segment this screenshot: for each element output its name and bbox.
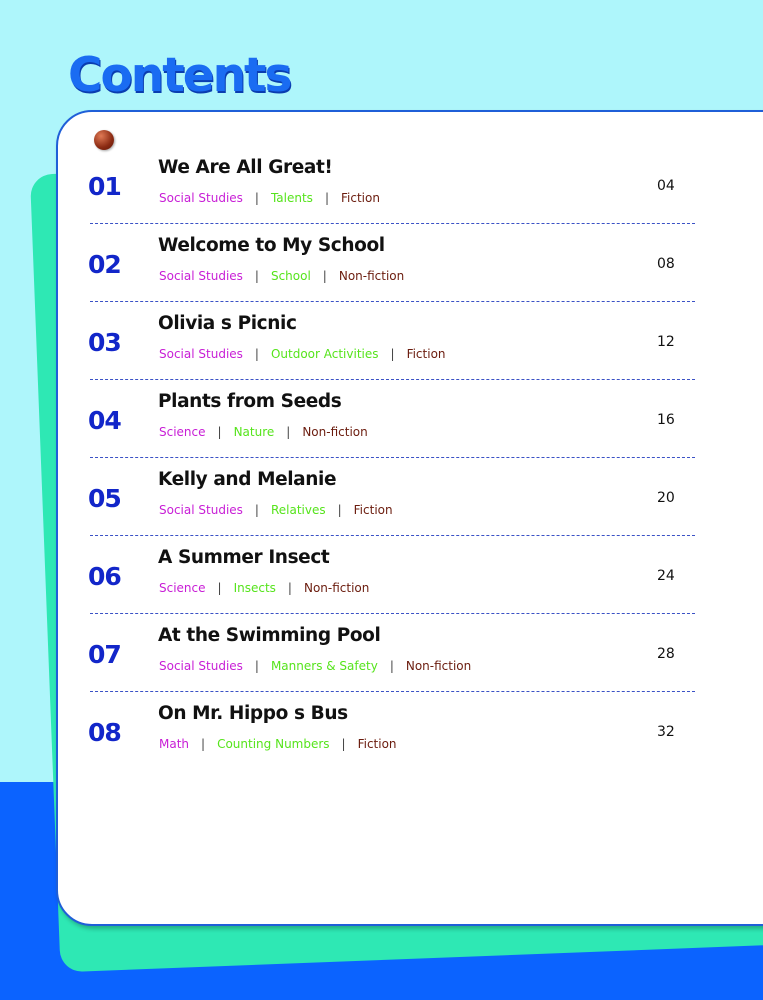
- tag-genre: Fiction: [353, 503, 393, 517]
- tag-separator: |: [287, 581, 292, 595]
- entry-page-number: 08: [657, 256, 675, 272]
- tag-genre: Fiction: [340, 191, 380, 205]
- tag-separator: |: [341, 737, 346, 751]
- tag-subject: Social Studies: [159, 503, 243, 517]
- page-heading: Contents: [68, 48, 291, 103]
- entry-title: A Summer Insect: [158, 547, 330, 568]
- entry-tags: [159, 581, 369, 595]
- entry-tags: [159, 347, 446, 361]
- tag-separator: |: [201, 737, 206, 751]
- tag-topic: Manners & Safety: [270, 659, 378, 673]
- entry-tags: [159, 269, 404, 283]
- entry-tags: [159, 737, 397, 751]
- tag-subject: Social Studies: [159, 347, 243, 361]
- contents-entry[interactable]: [90, 302, 695, 380]
- tag-topic: Counting Numbers: [217, 737, 330, 751]
- tag-topic: Relatives: [270, 503, 326, 517]
- tag-genre: Fiction: [406, 347, 446, 361]
- tag-separator: |: [254, 347, 259, 361]
- entry-number: 07: [88, 640, 121, 669]
- entry-number: 03: [88, 328, 121, 357]
- tag-genre: Non-fiction: [405, 659, 472, 673]
- tag-genre: Non-fiction: [302, 425, 368, 439]
- entry-title: Welcome to My School: [158, 235, 385, 256]
- tag-separator: |: [254, 191, 259, 205]
- entry-page-number: 20: [657, 490, 675, 506]
- entry-number: 04: [88, 406, 121, 435]
- tag-separator: |: [322, 269, 327, 283]
- entry-title: Kelly and Melanie: [158, 469, 337, 490]
- tag-topic: Talents: [270, 191, 313, 205]
- tag-separator: |: [254, 503, 259, 517]
- tag-separator: |: [389, 659, 394, 673]
- entry-number: 02: [88, 250, 121, 279]
- entry-number: 01: [88, 172, 121, 201]
- entry-tags: [159, 659, 471, 673]
- tag-subject: Science: [159, 425, 206, 439]
- entry-number: 08: [88, 718, 121, 747]
- entry-page-number: 12: [657, 334, 675, 350]
- tag-separator: |: [286, 425, 291, 439]
- contents-entry[interactable]: [90, 614, 695, 692]
- entry-page-number: 16: [657, 412, 675, 428]
- entry-page-number: 24: [657, 568, 675, 584]
- tag-separator: |: [217, 425, 222, 439]
- entry-title: Olivia s Picnic: [158, 313, 297, 334]
- entry-tags: [159, 425, 368, 439]
- tag-separator: |: [254, 659, 259, 673]
- contents-entry[interactable]: [90, 536, 695, 614]
- tag-separator: |: [324, 191, 329, 205]
- contents-card: [56, 110, 763, 926]
- entry-page-number: 04: [657, 178, 675, 194]
- entry-number: 05: [88, 484, 121, 513]
- tag-genre: Non-fiction: [303, 581, 370, 595]
- tag-topic: School: [270, 269, 311, 283]
- entry-page-number: 32: [657, 724, 675, 740]
- tag-topic: Outdoor Activities: [270, 347, 379, 361]
- tag-separator: |: [390, 347, 395, 361]
- entry-title: We Are All Great!: [158, 157, 333, 178]
- tag-separator: |: [254, 269, 259, 283]
- tag-topic: Nature: [233, 425, 275, 439]
- tag-subject: Social Studies: [159, 191, 243, 205]
- tag-genre: Non-fiction: [338, 269, 405, 283]
- entry-page-number: 28: [657, 646, 675, 662]
- entry-tags: [159, 503, 393, 517]
- tag-subject: Social Studies: [159, 269, 243, 283]
- tag-topic: Insects: [233, 581, 276, 595]
- contents-entry[interactable]: [90, 692, 695, 770]
- tag-subject: Social Studies: [159, 659, 243, 673]
- entry-title: On Mr. Hippo s Bus: [158, 703, 348, 724]
- contents-entry[interactable]: [90, 458, 695, 536]
- contents-entry[interactable]: [90, 380, 695, 458]
- entry-title: Plants from Seeds: [158, 391, 342, 412]
- contents-entry[interactable]: [90, 224, 695, 302]
- tag-subject: Math: [159, 737, 190, 751]
- contents-entry[interactable]: [90, 146, 695, 224]
- entry-number: 06: [88, 562, 121, 591]
- tag-separator: |: [217, 581, 222, 595]
- entry-title: At the Swimming Pool: [158, 625, 381, 646]
- tag-separator: |: [337, 503, 342, 517]
- tag-subject: Science: [159, 581, 206, 595]
- tag-genre: Fiction: [357, 737, 397, 751]
- entry-tags: [159, 191, 380, 205]
